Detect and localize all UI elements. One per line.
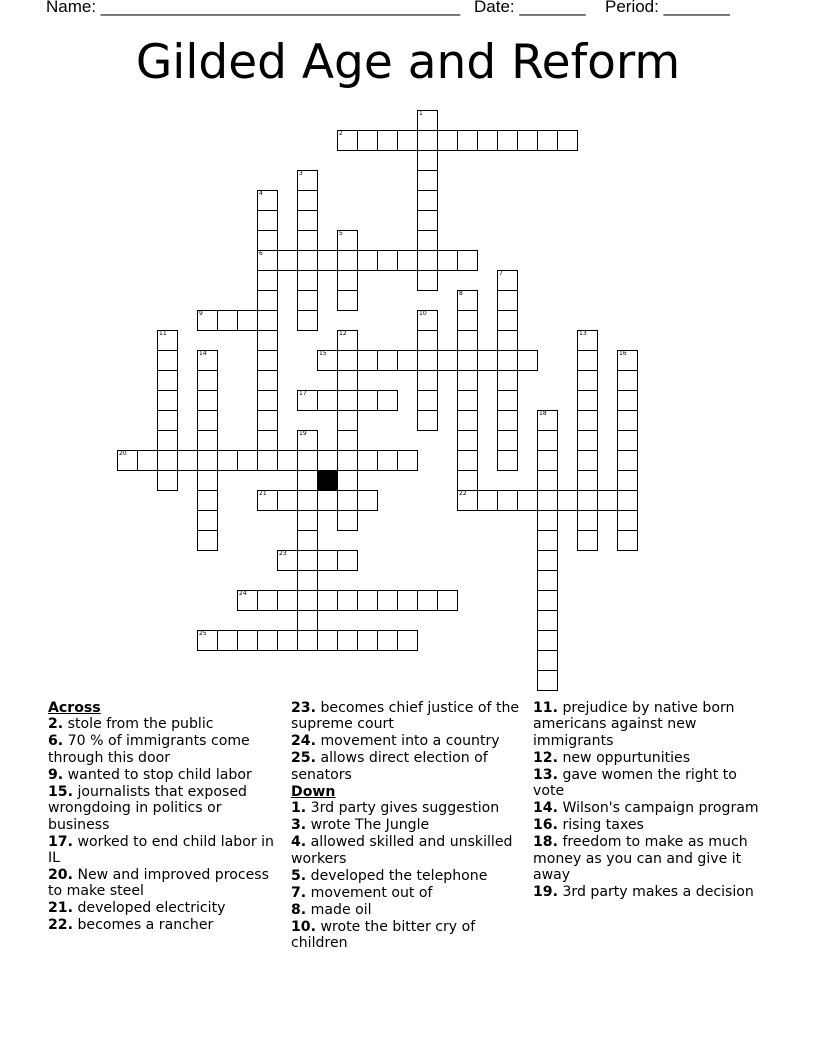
- crossword-cell[interactable]: [197, 310, 218, 331]
- crossword-cell[interactable]: [197, 410, 218, 431]
- crossword-cell[interactable]: [337, 130, 358, 151]
- crossword-cell[interactable]: [417, 330, 438, 351]
- crossword-cell[interactable]: [297, 270, 318, 291]
- crossword-cell[interactable]: [397, 250, 418, 271]
- crossword-cell[interactable]: [157, 470, 178, 491]
- crossword-cell[interactable]: [497, 290, 518, 311]
- crossword-cell[interactable]: [537, 510, 558, 531]
- crossword-cell[interactable]: [497, 430, 518, 451]
- cell-number: 13: [579, 330, 587, 337]
- crossword-cell[interactable]: [257, 350, 278, 371]
- cell-number: 9: [199, 310, 203, 317]
- crossword-cell[interactable]: [237, 630, 258, 651]
- crossword-cell[interactable]: [157, 370, 178, 391]
- crossword-cell[interactable]: [257, 250, 278, 271]
- crossword-cell[interactable]: [337, 550, 358, 571]
- down-clue: 8. made oil: [291, 901, 372, 918]
- crossword-cell[interactable]: [357, 630, 378, 651]
- crossword-cell[interactable]: [257, 490, 278, 511]
- cell-number: 19: [299, 430, 307, 437]
- cell-number: 18: [539, 410, 547, 417]
- crossword-cell[interactable]: [357, 350, 378, 371]
- cell-number: 4: [259, 190, 263, 197]
- crossword-cell[interactable]: [617, 510, 638, 531]
- cell-number: 25: [199, 630, 207, 637]
- cell-number: 23: [279, 550, 287, 557]
- cell-number: 11: [159, 330, 167, 337]
- down-clue: 3. wrote The Jungle: [291, 817, 430, 834]
- crossword-cell[interactable]: [337, 230, 358, 251]
- crossword-cell[interactable]: [457, 130, 478, 151]
- crossword-cell[interactable]: [197, 450, 218, 471]
- crossword-cell[interactable]: [417, 250, 438, 271]
- down-clue: 18. freedom to make as much money as you can and give it away: [533, 834, 748, 884]
- crossword-cell[interactable]: [357, 130, 378, 151]
- crossword-cell[interactable]: [617, 530, 638, 551]
- crossword-cell[interactable]: [537, 450, 558, 471]
- across-clue: 15. journalists that exposed wrongdoing in politics or business: [48, 783, 247, 833]
- crossword-cell[interactable]: [257, 330, 278, 351]
- clues-column-3: [533, 700, 763, 901]
- crossword-cell[interactable]: [337, 490, 358, 511]
- crossword-cell[interactable]: [577, 370, 598, 391]
- cell-number: 1: [419, 110, 423, 117]
- crossword-cell[interactable]: [417, 350, 438, 371]
- crossword-cell[interactable]: [617, 390, 638, 411]
- crossword-cell[interactable]: [457, 430, 478, 451]
- down-clue: 11. prejudice by native born americans against new immigrants: [533, 700, 735, 749]
- crossword-cell[interactable]: [577, 330, 598, 351]
- cell-number: 12: [339, 330, 347, 337]
- crossword-cell[interactable]: [537, 670, 558, 691]
- crossword-cell[interactable]: [457, 310, 478, 331]
- down-clue: 5. developed the telephone: [291, 867, 488, 884]
- crossword-cell[interactable]: [257, 290, 278, 311]
- crossword-cell[interactable]: [577, 510, 598, 531]
- crossword-cell[interactable]: [617, 410, 638, 431]
- crossword-cell[interactable]: [497, 450, 518, 471]
- crossword-cell[interactable]: [417, 370, 438, 391]
- crossword-cell[interactable]: [157, 410, 178, 431]
- crossword-cell[interactable]: [617, 370, 638, 391]
- down-heading: Down: [291, 783, 336, 800]
- crossword-cell[interactable]: [317, 350, 338, 371]
- cell-number: 17: [299, 390, 307, 397]
- crossword-cell[interactable]: [397, 130, 418, 151]
- down-clue: 12. new oppurtunities: [533, 749, 691, 766]
- crossword-cell[interactable]: [337, 430, 358, 451]
- crossword-cell[interactable]: [617, 470, 638, 491]
- crossword-cell[interactable]: [577, 390, 598, 411]
- crossword-cell[interactable]: [357, 250, 378, 271]
- cell-number: 7: [499, 270, 503, 277]
- crossword-cell[interactable]: [417, 590, 438, 611]
- crossword-cell[interactable]: [537, 430, 558, 451]
- crossword-cell[interactable]: [457, 290, 478, 311]
- crossword-cell[interactable]: [277, 490, 298, 511]
- crossword-cell[interactable]: [577, 430, 598, 451]
- crossword-cell[interactable]: [257, 270, 278, 291]
- crossword-cell[interactable]: [517, 350, 538, 371]
- crossword-cell[interactable]: [597, 490, 618, 511]
- crossword-cell[interactable]: [377, 450, 398, 471]
- crossword-cell[interactable]: [497, 130, 518, 151]
- clues-column-2: [291, 700, 521, 952]
- crossword-cell[interactable]: [497, 350, 518, 371]
- crossword-cell[interactable]: [337, 470, 358, 491]
- crossword-cell[interactable]: [217, 310, 238, 331]
- crossword-cell[interactable]: [277, 550, 298, 571]
- crossword-cell[interactable]: [337, 270, 358, 291]
- crossword-cell[interactable]: [297, 590, 318, 611]
- crossword-cell[interactable]: [297, 530, 318, 551]
- crossword-cell[interactable]: [497, 270, 518, 291]
- crossword-cell[interactable]: [337, 410, 358, 431]
- crossword-cell[interactable]: [237, 310, 258, 331]
- cell-number: 8: [459, 290, 463, 297]
- crossword-cell[interactable]: [257, 190, 278, 211]
- crossword-cell[interactable]: [437, 130, 458, 151]
- crossword-cell[interactable]: [217, 630, 238, 651]
- crossword-cell[interactable]: [237, 590, 258, 611]
- crossword-cell[interactable]: [257, 370, 278, 391]
- crossword-cell[interactable]: [357, 490, 378, 511]
- crossword-cell[interactable]: [197, 390, 218, 411]
- crossword-cell[interactable]: [537, 490, 558, 511]
- crossword-cell[interactable]: [397, 450, 418, 471]
- crossword-cell[interactable]: [197, 370, 218, 391]
- crossword-cell[interactable]: [337, 370, 358, 391]
- across-clue: 23. becomes chief justice of the supreme court: [291, 700, 520, 733]
- crossword-cell[interactable]: [577, 530, 598, 551]
- crossword-cell[interactable]: [457, 330, 478, 351]
- crossword-cell[interactable]: [357, 450, 378, 471]
- crossword-cell[interactable]: [117, 450, 138, 471]
- down-clue: 13. gave women the right to vote: [533, 766, 737, 800]
- crossword-cell[interactable]: [617, 490, 638, 511]
- crossword-cell[interactable]: [197, 350, 218, 371]
- crossword-cell[interactable]: [337, 290, 358, 311]
- crossword-cell[interactable]: [497, 330, 518, 351]
- across-clue: 21. developed electricity: [48, 900, 226, 917]
- crossword-cell[interactable]: [277, 250, 298, 271]
- crossword-cell[interactable]: [497, 490, 518, 511]
- crossword-cell[interactable]: [297, 430, 318, 451]
- crossword-cell[interactable]: [497, 410, 518, 431]
- crossword-cell[interactable]: [377, 630, 398, 651]
- crossword-cell[interactable]: [297, 210, 318, 231]
- cell-number: 21: [259, 490, 267, 497]
- crossword-cell[interactable]: [297, 170, 318, 191]
- crossword-cell[interactable]: [157, 450, 178, 471]
- crossword-cell[interactable]: [457, 490, 478, 511]
- crossword-cell[interactable]: [337, 250, 358, 271]
- crossword-cell[interactable]: [297, 310, 318, 331]
- crossword-cell[interactable]: [537, 650, 558, 671]
- crossword-cell[interactable]: [457, 370, 478, 391]
- crossword-cell[interactable]: [437, 250, 458, 271]
- crossword-cell[interactable]: [417, 410, 438, 431]
- crossword-cell[interactable]: [197, 510, 218, 531]
- crossword-cell[interactable]: [417, 210, 438, 231]
- crossword-cell[interactable]: [377, 130, 398, 151]
- across-clue: 6. 70 % of immigrants come through this door: [48, 733, 250, 766]
- cell-number: 15: [319, 350, 327, 357]
- crossword-cell[interactable]: [417, 390, 438, 411]
- cell-number: 10: [419, 310, 427, 317]
- crossword-cell[interactable]: [297, 190, 318, 211]
- crossword-cell[interactable]: [257, 310, 278, 331]
- crossword-cell[interactable]: [497, 390, 518, 411]
- crossword-cell[interactable]: [537, 590, 558, 611]
- crossword-cell[interactable]: [417, 110, 438, 131]
- crossword-cell[interactable]: [517, 130, 538, 151]
- crossword-cell[interactable]: [617, 350, 638, 371]
- down-clue: 7. movement out of: [291, 884, 433, 901]
- crossword-cell[interactable]: [197, 490, 218, 511]
- crossword-cell[interactable]: [317, 550, 338, 571]
- page-title: Gilded Age and Reform: [135, 35, 681, 90]
- crossword-cell[interactable]: [317, 630, 338, 651]
- crossword-cell[interactable]: [277, 590, 298, 611]
- crossword-cell[interactable]: [337, 330, 358, 351]
- cell-number: 6: [259, 250, 263, 257]
- crossword-cell[interactable]: [497, 310, 518, 331]
- crossword-cell[interactable]: [457, 470, 478, 491]
- crossword-cell[interactable]: [417, 310, 438, 331]
- across-clue: 22. becomes a rancher: [48, 917, 214, 934]
- crossword-cell[interactable]: [617, 450, 638, 471]
- crossword-cell[interactable]: [457, 450, 478, 471]
- down-clue: 14. Wilson's campaign program: [533, 800, 759, 817]
- crossword-cell[interactable]: [357, 390, 378, 411]
- crossword-cell[interactable]: [197, 470, 218, 491]
- crossword-cell[interactable]: [417, 190, 438, 211]
- crossword-cell[interactable]: [337, 630, 358, 651]
- crossword-cell[interactable]: [257, 450, 278, 471]
- crossword-cell[interactable]: [517, 490, 538, 511]
- crossword-cell[interactable]: [157, 390, 178, 411]
- crossword-cell[interactable]: [317, 590, 338, 611]
- down-clue: 4. allowed skilled and unskilled workers: [291, 834, 513, 867]
- crossword-cell[interactable]: [317, 450, 338, 471]
- crossword-cell[interactable]: [417, 150, 438, 171]
- crossword-cell[interactable]: [577, 450, 598, 471]
- crossword-cell[interactable]: [297, 290, 318, 311]
- crossword-cell[interactable]: [297, 510, 318, 531]
- crossword-cell[interactable]: [177, 450, 198, 471]
- crossword-cell[interactable]: [537, 530, 558, 551]
- crossword-cell[interactable]: [297, 450, 318, 471]
- cell-number: 22: [459, 490, 467, 497]
- across-clue: 25. allows direct election of senators: [291, 750, 488, 783]
- crossword-cell[interactable]: [417, 270, 438, 291]
- crossword-cell[interactable]: [417, 130, 438, 151]
- crossword-cell[interactable]: [537, 410, 558, 431]
- crossword-cell[interactable]: [417, 170, 438, 191]
- crossword-cell[interactable]: [197, 630, 218, 651]
- crossword-cell[interactable]: [297, 550, 318, 571]
- crossword-cell[interactable]: [397, 350, 418, 371]
- crossword-cell[interactable]: [157, 350, 178, 371]
- crossword-cell[interactable]: [357, 590, 378, 611]
- crossword-cell[interactable]: [457, 350, 478, 371]
- across-clue: 20. New and improved process to make steel: [48, 867, 269, 900]
- crossword-cell[interactable]: [377, 390, 398, 411]
- crossword-cell[interactable]: [537, 130, 558, 151]
- crossword-cell[interactable]: [337, 510, 358, 531]
- crossword-cell[interactable]: [257, 410, 278, 431]
- crossword-cell[interactable]: [537, 550, 558, 571]
- cell-number: 16: [619, 350, 627, 357]
- date-field-label: Date: _______: [474, 0, 586, 16]
- crossword-cell[interactable]: [337, 390, 358, 411]
- cell-number: 3: [299, 170, 303, 177]
- down-clue: 19. 3rd party makes a decision: [533, 884, 754, 901]
- crossword-cell[interactable]: [577, 470, 598, 491]
- crossword-cell[interactable]: [577, 350, 598, 371]
- crossword-cell[interactable]: [157, 430, 178, 451]
- crossword-cell[interactable]: [537, 610, 558, 631]
- crossword-cell[interactable]: [317, 490, 338, 511]
- cell-number: 2: [339, 130, 343, 137]
- crossword-cell[interactable]: [537, 570, 558, 591]
- crossword-cell[interactable]: [377, 250, 398, 271]
- crossword-cell[interactable]: [557, 130, 578, 151]
- crossword-cell[interactable]: [297, 250, 318, 271]
- down-clue: 16. rising taxes: [533, 817, 644, 834]
- crossword-cell[interactable]: [557, 490, 578, 511]
- down-clue: 1. 3rd party gives suggestion: [291, 800, 500, 817]
- crossword-cell[interactable]: [257, 390, 278, 411]
- crossword-cell[interactable]: [297, 490, 318, 511]
- crossword-cell[interactable]: [377, 350, 398, 371]
- crossword-cell[interactable]: [437, 350, 458, 371]
- crossword-cell[interactable]: [277, 450, 298, 471]
- crossword-cell[interactable]: [577, 490, 598, 511]
- crossword-cell[interactable]: [337, 450, 358, 471]
- period-field-label: Period: _______: [605, 0, 730, 16]
- crossword-cell[interactable]: [257, 590, 278, 611]
- crossword-cell[interactable]: [497, 370, 518, 391]
- blocked-cell: [317, 470, 338, 491]
- name-field-label: Name: ______________________________________: [46, 0, 461, 16]
- crossword-cell[interactable]: [197, 430, 218, 451]
- crossword-cell[interactable]: [417, 230, 438, 251]
- cell-number: 5: [339, 230, 343, 237]
- crossword-cell[interactable]: [297, 230, 318, 251]
- crossword-cell[interactable]: [377, 590, 398, 611]
- across-heading: Across: [48, 700, 101, 716]
- crossword-cell[interactable]: [297, 610, 318, 631]
- crossword-cell[interactable]: [217, 450, 238, 471]
- across-clue: 9. wanted to stop child labor: [48, 766, 252, 783]
- crossword-cell[interactable]: [537, 470, 558, 491]
- crossword-cell[interactable]: [457, 250, 478, 271]
- crossword-cell[interactable]: [457, 390, 478, 411]
- crossword-cell[interactable]: [437, 590, 458, 611]
- crossword-cell[interactable]: [297, 390, 318, 411]
- crossword-cell[interactable]: [317, 390, 338, 411]
- across-clue: 2. stole from the public: [48, 716, 214, 733]
- crossword-cell[interactable]: [237, 450, 258, 471]
- crossword-cell[interactable]: [617, 430, 638, 451]
- crossword-cell[interactable]: [577, 410, 598, 431]
- clues-column-1: [48, 700, 278, 934]
- crossword-cell[interactable]: [197, 530, 218, 551]
- crossword-cell[interactable]: [337, 350, 358, 371]
- crossword-cell[interactable]: [537, 630, 558, 651]
- cell-number: 20: [119, 450, 127, 457]
- crossword-cell[interactable]: [257, 430, 278, 451]
- cell-number: 14: [199, 350, 207, 357]
- crossword-cell[interactable]: [277, 630, 298, 651]
- crossword-cell[interactable]: [317, 250, 338, 271]
- crossword-cell[interactable]: [297, 630, 318, 651]
- crossword-cell[interactable]: [157, 330, 178, 351]
- cell-number: 24: [239, 590, 247, 597]
- crossword-cell[interactable]: [477, 350, 498, 371]
- crossword-cell[interactable]: [257, 630, 278, 651]
- crossword-cell[interactable]: [397, 630, 418, 651]
- crossword-cell[interactable]: [297, 570, 318, 591]
- crossword-cell[interactable]: [397, 590, 418, 611]
- crossword-cell[interactable]: [297, 470, 318, 491]
- crossword-cell[interactable]: [457, 410, 478, 431]
- crossword-cell[interactable]: [257, 210, 278, 231]
- crossword-cell[interactable]: [337, 590, 358, 611]
- across-clue: 17. worked to end child labor in IL: [48, 833, 274, 867]
- crossword-cell[interactable]: [137, 450, 158, 471]
- down-clue: 10. wrote the bitter cry of children: [291, 918, 476, 952]
- across-clue: 24. movement into a country: [291, 733, 500, 750]
- crossword-cell[interactable]: [257, 230, 278, 251]
- crossword-cell[interactable]: [477, 130, 498, 151]
- crossword-cell[interactable]: [477, 490, 498, 511]
